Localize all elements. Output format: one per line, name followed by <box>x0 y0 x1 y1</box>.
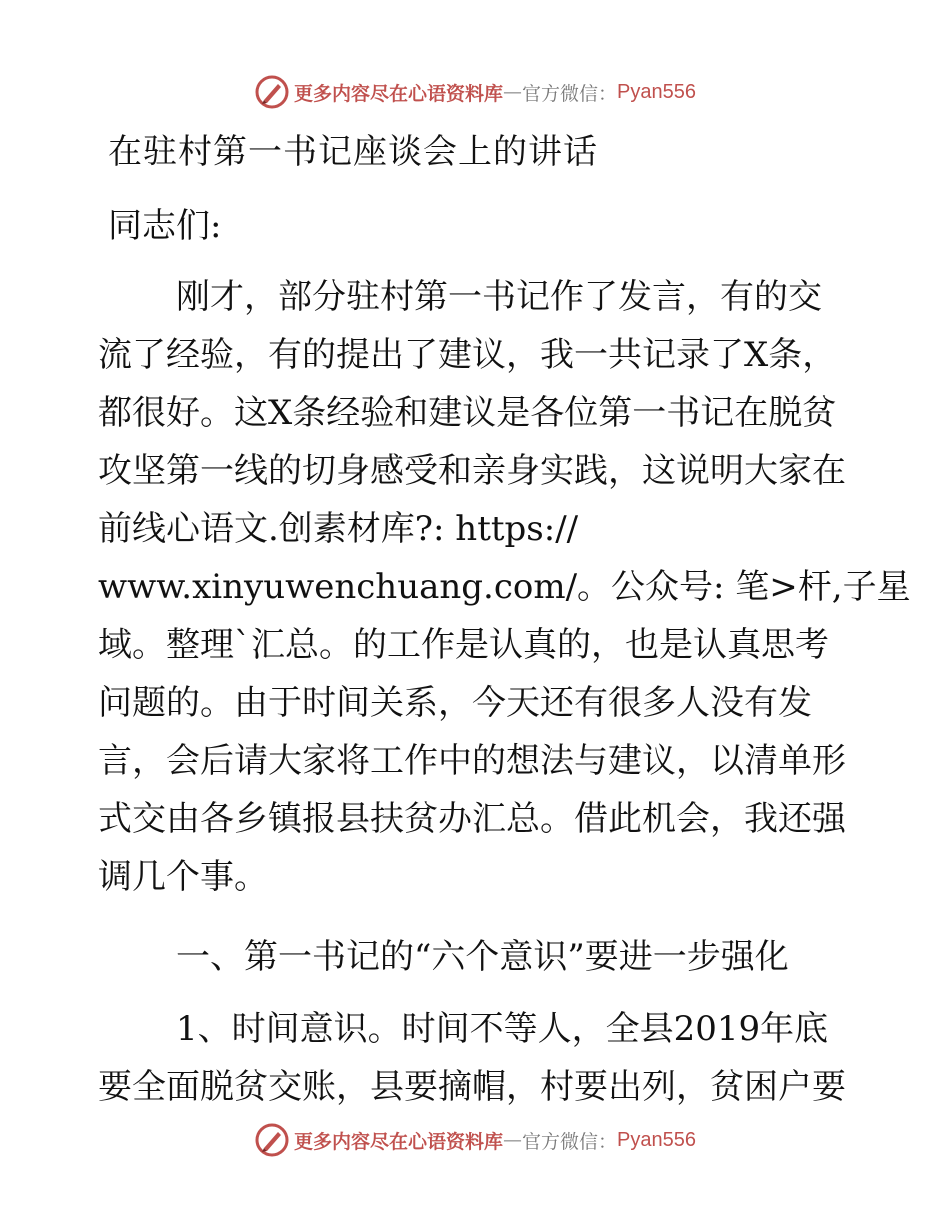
pen-logo-icon <box>254 74 290 110</box>
pen-logo-icon <box>254 1122 290 1158</box>
paragraph-line: 都很好。这X条经验和建议是各位第一书记在脱贫 <box>98 393 837 433</box>
paragraph-line: 1、时间意识。时间不等人，全县2019年底 <box>176 1009 829 1049</box>
paragraph-2 <box>98 1000 858 1116</box>
banner-wechat-label: 官方微信： <box>522 82 618 105</box>
banner-wechat-id: Pyan556 <box>617 1128 696 1151</box>
paragraph-line: 式交由各乡镇报县扶贫办汇总。借此机会，我还强 <box>98 799 846 839</box>
document-title: 在驻村第一书记座谈会上的讲话 <box>108 132 598 172</box>
banner-cn-text: 更多内容尽在心语资料库 <box>294 82 504 105</box>
paragraph-line: 流了经验，有的提出了建议，我一共记录了X条， <box>98 335 837 375</box>
banner-wechat-label: 官方微信： <box>522 1130 618 1153</box>
paragraph-line: 刚才，部分驻村第一书记作了发言，有的交 <box>176 277 822 317</box>
header-watermark-banner <box>0 72 950 112</box>
paragraph-line: 域。整理`汇总。的工作是认真的，也是认真思考 <box>98 625 829 665</box>
paragraph-line: 调几个事。 <box>98 857 268 897</box>
footer-watermark-banner <box>0 1120 950 1160</box>
banner-dash: — <box>503 81 523 103</box>
banner-cn-text: 更多内容尽在心语资料库 <box>294 1130 504 1153</box>
paragraph-line: 问题的。由于时间关系，今天还有很多人没有发 <box>98 683 812 723</box>
banner-wechat-id: Pyan556 <box>617 80 696 103</box>
paragraph-line: 攻坚第一线的切身感受和亲身实践，这说明大家在 <box>98 451 846 491</box>
greeting: 同志们: <box>108 206 222 246</box>
paragraph-line: 前线心语文.创素材库?: https:// <box>98 509 579 549</box>
banner-dash: — <box>503 1129 523 1151</box>
paragraph-line: 要全面脱贫交账，县要摘帽，村要出列，贫困户要 <box>98 1067 846 1107</box>
section-heading-1: 一、第一书记的“六个意识”要进一步强化 <box>176 937 789 977</box>
paragraph-line: www.xinyuwenchuang.com/。公众号: 笔>杆,子星 <box>98 567 911 607</box>
paragraph-1 <box>98 268 911 906</box>
paragraph-line: 言，会后请大家将工作中的想法与建议，以清单形 <box>98 741 846 781</box>
